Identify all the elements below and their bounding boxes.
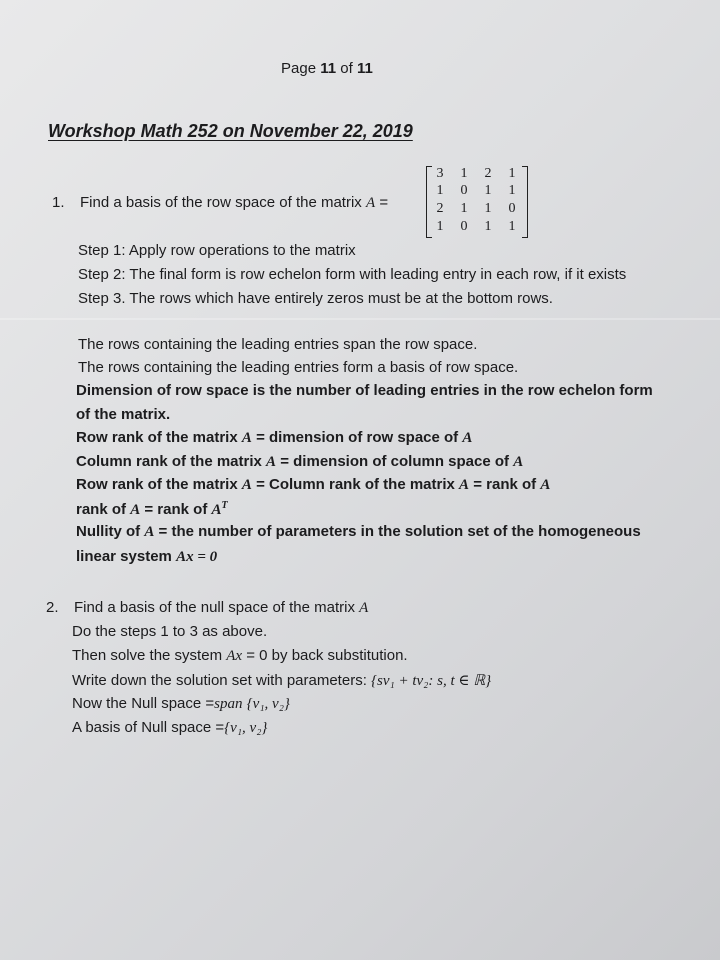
note-basis: The rows containing the leading entries form a basis of row space. [78,359,519,376]
matrix-cell: 1 [508,166,516,181]
matrix-cell: 0 [508,201,516,216]
q2-null-space: Now the Null space =span {v₁, v₂} [72,695,290,712]
matrix-cell: 1 [508,183,516,198]
nullity-definition: Nullity of A = the number of parameters in the solution set of the homogeneous [76,523,641,540]
matrix-cell: 1 [484,201,492,216]
document-title: Workshop Math 252 on November 22, 2019 [48,121,413,141]
q2-basis: A basis of Null space ={v₁, v₂} [72,719,268,736]
q2-solve: Then solve the system Ax = 0 by back substitution. [72,647,408,664]
matrix-cell: 1 [460,201,468,216]
matrix-cell: 2 [484,166,492,181]
dimension-definition: Dimension of row space is the number of leading entries in the row echelon form [76,382,653,399]
matrix-cell: 2 [436,201,444,216]
step-2: Step 2: The final form is row echelon form with leading entry in each row, if it exists [78,266,627,283]
matrix-cell: 1 [484,219,492,234]
matrix-cell: 1 [436,219,444,234]
q1-prompt: Find a basis of the row space of the matrix A = [80,194,389,211]
column-rank-definition: Column rank of the matrix A = dimension of column space of A [76,453,524,470]
matrix-cell: 1 [460,166,468,181]
step-3: Step 3. The rows which have entirely zeros must be at the bottom rows. [78,290,553,307]
dimension-definition-cont: of the matrix. [76,406,171,423]
nullity-definition-cont: linear system Ax = 0 [76,548,218,565]
row-rank-definition: Row rank of the matrix A = dimension of row space of A [76,429,473,446]
q1-number: 1. [52,194,65,211]
matrix-cell: 1 [436,183,444,198]
paper-crease [0,318,720,320]
matrix-a [426,166,528,238]
q2-prompt: Find a basis of the null space of the matrix A [74,599,369,616]
q2-number: 2. [46,599,59,616]
page-number: Page 11 of 11 [281,60,373,77]
matrix-cell: 0 [460,183,468,198]
rank-equality: Row rank of the matrix A = Column rank of the matrix A = rank of A [76,476,551,493]
matrix-cell: 1 [484,183,492,198]
rank-transpose: rank of A = rank of $A^T$ [76,500,228,518]
matrix-cell: 1 [508,219,516,234]
step-1: Step 1: Apply row operations to the matrix [78,242,356,259]
q2-steps-ref: Do the steps 1 to 3 as above. [72,623,268,640]
matrix-cell: 0 [460,219,468,234]
q2-solution-set: Write down the solution set with parameters: {sv₁ + tv₂: s, t ∈ ℝ} [72,672,492,689]
note-span: The rows containing the leading entries span the row space. [78,336,478,353]
matrix-cell: 3 [436,166,444,181]
